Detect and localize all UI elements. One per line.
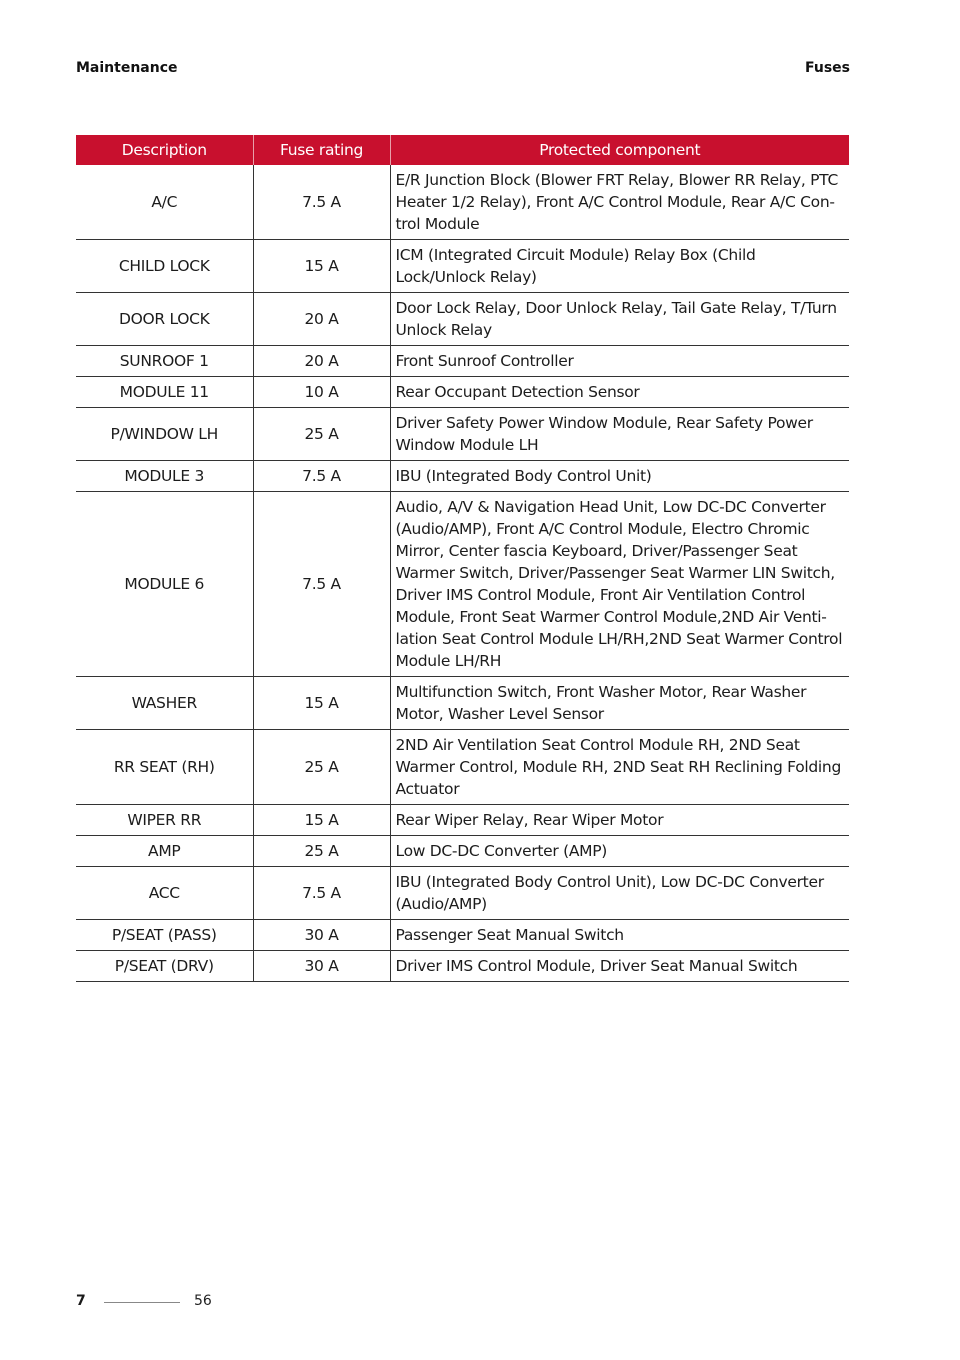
fuse-rating-cell: 7.5 A [253, 492, 390, 677]
fuse-rating-cell: 25 A [253, 730, 390, 805]
fuse-description-cell: WASHER [76, 677, 253, 730]
protected-component-cell: Passenger Seat Manual Switch [390, 920, 849, 951]
fuse-description-cell: SUNROOF 1 [76, 346, 253, 377]
table-row [76, 408, 849, 461]
protected-component-cell: Low DC-DC Converter (AMP) [390, 836, 849, 867]
fuse-rating-cell: 10 A [253, 377, 390, 408]
fuse-rating-cell: 15 A [253, 677, 390, 730]
fuse-description-cell: A/C [76, 165, 253, 240]
fuse-description-cell: CHILD LOCK [76, 240, 253, 293]
table-row [76, 377, 849, 408]
table-row [76, 346, 849, 377]
chapter-number: 7 [76, 1293, 86, 1309]
fuse-rating-cell: 7.5 A [253, 461, 390, 492]
fuse-rating-cell: 7.5 A [253, 165, 390, 240]
protected-component-cell: IBU (Integrated Body Control Unit), Low DC-DC Converter (Audio/AMP) [390, 867, 849, 920]
fuse-description-cell: AMP [76, 836, 253, 867]
fuse-rating-cell: 20 A [253, 293, 390, 346]
fuse-description-cell: ACC [76, 867, 253, 920]
table-row [76, 293, 849, 346]
column-header-protected-component: Protected component [390, 135, 849, 165]
table-row [76, 165, 849, 240]
table-row [76, 240, 849, 293]
fuse-description-cell: MODULE 3 [76, 461, 253, 492]
table-row [76, 492, 849, 677]
fuse-table-body [76, 165, 849, 982]
fuse-rating-cell: 25 A [253, 408, 390, 461]
fuse-rating-cell: 30 A [253, 951, 390, 982]
protected-component-cell: ICM (Integrated Circuit Module) Relay Box (Child Lock/Unlock Relay) [390, 240, 849, 293]
fuse-rating-cell: 7.5 A [253, 867, 390, 920]
fuse-description-cell: RR SEAT (RH) [76, 730, 253, 805]
table-row [76, 461, 849, 492]
section-title: Maintenance [76, 60, 178, 76]
protected-component-cell: 2ND Air Ventilation Seat Control Module RH, 2ND Seat Warmer Control, Module RH, 2ND Seat RH Reclining Folding Actuator [390, 730, 849, 805]
table-row [76, 951, 849, 982]
column-header-fuse-rating: Fuse rating [253, 135, 390, 165]
column-header-description: Description [76, 135, 253, 165]
protected-component-cell: Rear Wiper Relay, Rear Wiper Motor [390, 805, 849, 836]
fuse-description-cell: DOOR LOCK [76, 293, 253, 346]
fuse-description-cell: MODULE 11 [76, 377, 253, 408]
fuse-rating-cell: 25 A [253, 836, 390, 867]
table-row [76, 836, 849, 867]
fuse-rating-cell: 15 A [253, 240, 390, 293]
table-row [76, 867, 849, 920]
fuse-description-cell: WIPER RR [76, 805, 253, 836]
footer-divider [104, 1302, 180, 1303]
protected-component-cell: Driver IMS Control Module, Driver Seat Manual Switch [390, 951, 849, 982]
fuse-description-cell: P/SEAT (DRV) [76, 951, 253, 982]
protected-component-cell: E/R Junction Block (Blower FRT Relay, Blower RR Relay, PTC Heater 1/2 Relay), Front A/C Control Module, Rear A/C Con-trol Module [390, 165, 849, 240]
page-topic: Fuses [805, 60, 850, 76]
protected-component-cell: Front Sunroof Controller [390, 346, 849, 377]
protected-component-cell: Audio, A/V & Navigation Head Unit, Low DC-DC Converter (Audio/AMP), Front A/C Control Module, Electro Chromic Mirror, Center fascia Keyboard, Driver/Passenger Seat Warmer Switch, Driver/Passenger Seat Warmer LIN Switch, Driver IMS Control Module, Front Air Ventilation Control Module, Front Seat Warmer Control Module,2ND Air Venti-lation Seat Control Module LH/RH,2ND Seat Warmer Control Module LH/RH [390, 492, 849, 677]
protected-component-cell: IBU (Integrated Body Control Unit) [390, 461, 849, 492]
fuse-rating-cell: 20 A [253, 346, 390, 377]
fuse-description-cell: MODULE 6 [76, 492, 253, 677]
table-row [76, 920, 849, 951]
table-row [76, 805, 849, 836]
fuse-rating-cell: 15 A [253, 805, 390, 836]
table-header-row [76, 135, 849, 165]
table-row [76, 730, 849, 805]
fuse-table [76, 135, 849, 982]
fuse-rating-cell: 30 A [253, 920, 390, 951]
table-row [76, 677, 849, 730]
protected-component-cell: Door Lock Relay, Door Unlock Relay, Tail Gate Relay, T/Turn Unlock Relay [390, 293, 849, 346]
protected-component-cell: Multifunction Switch, Front Washer Motor, Rear Washer Motor, Washer Level Sensor [390, 677, 849, 730]
protected-component-cell: Driver Safety Power Window Module, Rear Safety Power Window Module LH [390, 408, 849, 461]
fuse-description-cell: P/WINDOW LH [76, 408, 253, 461]
protected-component-cell: Rear Occupant Detection Sensor [390, 377, 849, 408]
fuse-description-cell: P/SEAT (PASS) [76, 920, 253, 951]
page-number: 56 [194, 1293, 212, 1309]
